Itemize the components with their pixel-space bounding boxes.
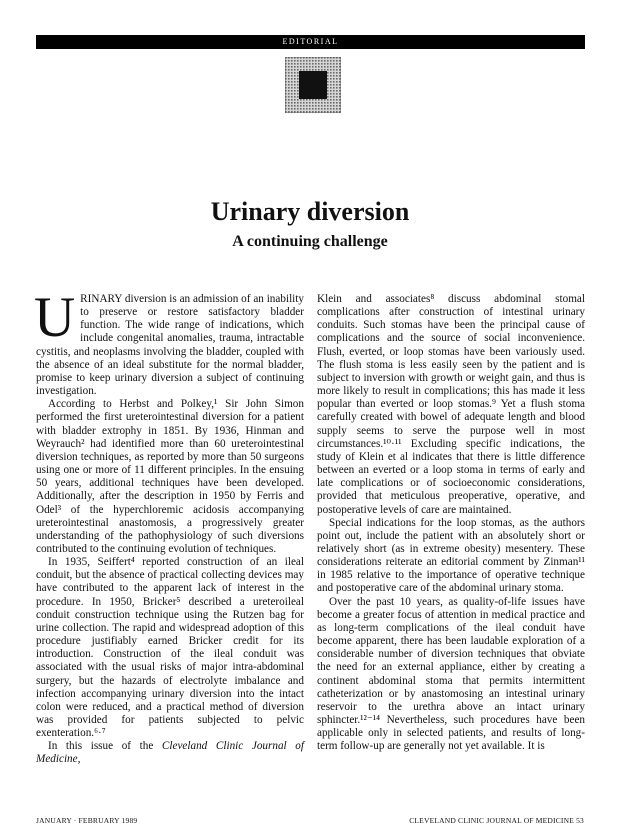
article-subtitle: A continuing challenge — [232, 233, 388, 250]
paragraph-6: Special indications for the loop stomas, as the authors point out, include the patient with an absolutely short or relatively short (as in extreme obesity) mesentery. These considerations reiterate an editorial comment by Zinman¹¹ in 1985 relative to the importance of operative technique and postoperative care of the abdominal urinary stoma. — [317, 516, 585, 595]
journal-logo-icon — [285, 57, 341, 113]
paragraph-1-text: RINARY diversion is an admission of an inability to preserve or restore satisfactory bladder function. The wide range of indications, which include congenital anomalies, trauma, intractable cystitis, and neoplasms involving the bladder, coupled with the absence of an ideal substitute for the normal bladder, promise to keep urinary diversion a subject of continuing investigation. — [36, 293, 304, 398]
paragraph-5: Klein and associates⁸ discuss abdominal stomal complications after construction of intestinal urinary conduits. Such stomas have been the principal cause of complications and the source of social inconvenience. Flush, everted, or loop stomas have been variously used. The flush stoma is less easily seen by the patient and is subject to inversion with growth or weight gain, and thus is more likely to result in complications; this has made it less popular than everted or loop stomas.⁹ Yet a flush stoma carefully created with bowel of adequate length and blood supply seems to serve the purpose well in most circumstances.¹⁰·¹¹ Excluding specific indications, the study of Klein et al indicates that there is little difference between an everted or a loop stoma in terms of early and late complications or of socioeconomic considerations, provided that meticulous preoperative, operative, and postoperative levels of care are maintained. — [317, 293, 585, 516]
section-header-bar — [36, 35, 585, 49]
right-column — [317, 293, 585, 753]
footer-journal-page: CLEVELAND CLINIC JOURNAL OF MEDICINE 53 — [409, 816, 584, 825]
paragraph-3: In 1935, Seiffert⁴ reported construction of an ileal conduit, but the absence of practical collecting devices may have contributed to the apparent lack of interest in the procedure. In 1950, Bricker⁵ described a ureteroileal conduit construction technique using the Rutzen bag for urine collection. The rapid and widespread adoption of this procedure justifiably earned Bricker credit for its introduction. Construction of the ileal conduit was associated with the usual risks of major intra-abdominal surgery, but the hazards of electrolyte imbalance and infection accompanying urinary diversion into the intact colon were reduced, and a practical method of diversion was provided for patients subjected to pelvic exenteration.⁶·⁷ — [36, 556, 304, 740]
paragraph-1 — [34, 286, 304, 398]
paragraph-4 — [36, 740, 304, 766]
paragraph-4-text: In this issue of the — [48, 740, 162, 753]
paragraph-2: According to Herbst and Polkey,¹ Sir John Simon performed the first ureterointestinal diversion for a patient with bladder extrophy in 1851. By 1936, Hinman and Weyrauch² had identified more than 60 ureterointestinal diversion techniques, as reported by more than 50 surgeons using one or more of 11 different principles. In the ensuing 50 years, additional techniques have been developed. Additionally, after the description in 1950 by Ferris and Odel³ of the hyperchloremic acidosis accompanying ureterointestinal anastomosis, a progressively greater understanding of the pathophysiology of such diversions contributed to the continuing evolution of techniques. — [36, 398, 304, 555]
drop-cap: U — [34, 286, 76, 349]
left-column — [34, 286, 304, 767]
footer-date: JANUARY · FEBRUARY 1989 — [36, 816, 138, 825]
article-title: Urinary diversion — [210, 197, 410, 226]
journal-name: Cleveland Clinic Journal of Medicine, — [36, 740, 304, 766]
section-label: EDITORIAL — [282, 37, 339, 46]
paragraph-7: Over the past 10 years, as quality-of-life issues have become a greater focus of attention in medical practice and as long-term complications of the ileal conduit have become apparent, there has been laudable exploration of a considerable number of diversion techniques that obviate the need for an external appliance, either by creating a continent abdominal stoma that permits intermittent catheterization or by anastomosing an intestinal urinary reservoir to the urethra above an intact urinary sphincter.¹²⁻¹⁴ Nevertheless, such procedures have been applicable only in selected patients, and results of long-term follow-up are generally not yet available. It is — [317, 595, 585, 753]
